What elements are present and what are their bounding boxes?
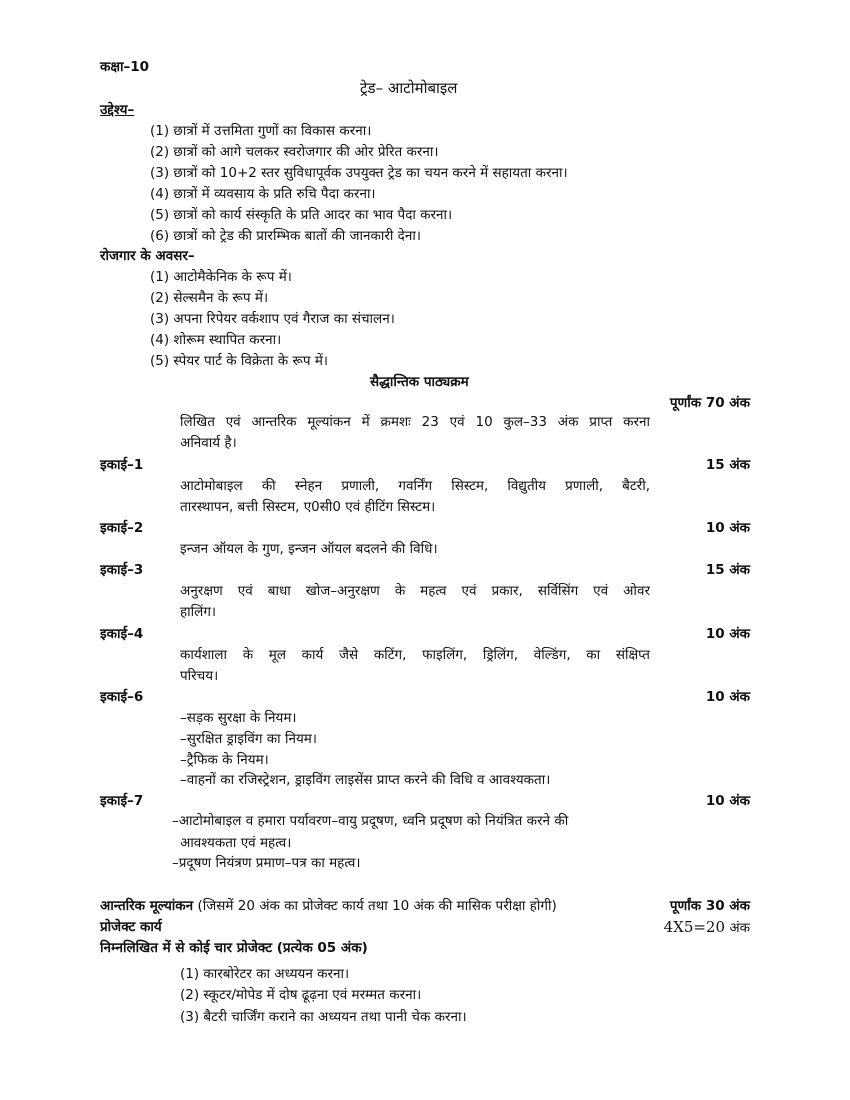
project-formula: 4X5=20: [663, 918, 726, 936]
unit-line: –प्रदूषण नियंत्रण प्रमाण–पत्र का महत्व।: [172, 855, 361, 871]
employment-item: (5) स्पेयर पार्ट के विक्रेता के रूप में।: [150, 353, 329, 369]
project-item: (3) बैटरी चार्जिंग कराने का अध्ययन तथा पानी चेक करना।: [180, 1009, 467, 1025]
objective-item: (4) छात्रों में व्यवसाय के प्रति रुचि पैदा करना।: [150, 186, 376, 202]
unit-label: इकाई–6: [100, 689, 144, 705]
employment-item: (2) सेल्समैन के रूप में।: [150, 290, 269, 306]
project-item: (1) कारबोरेटर का अध्ययन करना।: [180, 966, 350, 982]
unit-line: इन्जन ऑयल के गुण, इन्जन ऑयल बदलने की विधि।: [180, 541, 438, 557]
unit-marks: 10 अंक: [705, 793, 750, 809]
theory-intro-line: अनिवार्य है।: [180, 435, 237, 451]
unit-line: –ट्रैफिक के नियम।: [180, 752, 269, 768]
project-item: (2) स्कूटर/मोपेड में दोष ढूढ़ना एवं मरम्मत करना।: [180, 987, 422, 1003]
employment-item: (3) अपना रिपेयर वर्कशाप एवं गैराज का संचालन।: [150, 311, 395, 327]
objective-item: (6) छात्रों को ट्रेड की प्रारम्भिक बातों की जानकारी देना।: [150, 228, 421, 244]
internal-heading: आन्तरिक मूल्यांकन: [100, 898, 194, 914]
theory-total-marks: पूर्णांक 70 अंक: [669, 395, 750, 411]
unit-label: इकाई–2: [100, 520, 144, 536]
unit-marks: 10 अंक: [705, 626, 750, 642]
internal-total-marks: पूर्णांक 30 अंक: [669, 898, 750, 914]
objectives-heading: उद्देश्य–: [100, 102, 135, 118]
project-label: प्रोजेक्ट कार्य: [100, 919, 162, 935]
unit-line: परिचय।: [180, 668, 219, 684]
unit-line: –आटोमोबाइल व हमारा पर्यावरण–वायु प्रदूषण, ध्वनि प्रदूषण को नियंत्रित करने की: [172, 813, 569, 829]
unit-line: –सुरक्षित ड्राइविंग का नियम।: [180, 731, 317, 747]
theory-heading: सैद्धान्तिक पाठ्यक्रम: [370, 374, 469, 390]
internal-description: (जिसमें 20 अंक का प्रोजेक्ट कार्य तथा 10 अंक की मासिक परीक्षा होगी): [197, 898, 557, 914]
objective-item: (2) छात्रों को आगे चलकर स्वरोजगार की ओर प्रेरित करना।: [150, 144, 439, 160]
employment-item: (4) शोरूम स्थापित करना।: [150, 332, 282, 348]
objective-item: (5) छात्रों को कार्य संस्कृति के प्रति आदर का भाव पैदा करना।: [150, 207, 453, 223]
employment-item: (1) आटोमैकेनिक के रूप में।: [150, 269, 292, 285]
employment-heading: रोजगार के अवसर–: [100, 248, 195, 264]
unit-line: कार्यशाला के मूल कार्य जैसे कटिंग, फाइलिंग, ड्रिलिंग, वेल्डिंग, का संक्षिप्त: [180, 647, 650, 663]
internal-assessment-line: [100, 897, 557, 915]
unit-line: अनुरक्षण एवं बाधा खोज–अनुरक्षण के महत्व एवं प्रकार, सर्विसिंग एवं ओवर: [180, 583, 650, 599]
unit-label: इकाई–4: [100, 626, 144, 642]
unit-marks: 10 अंक: [705, 520, 750, 536]
trade-title: ट्रेड– आटोमोबाइल: [360, 79, 458, 97]
unit-line: आवश्यकता एवं महत्व।: [180, 835, 292, 851]
theory-intro-line: लिखित एवं आन्तरिक मूल्यांकन में क्रमशः 23 एवं 10 कुल–33 अंक प्राप्त करना: [180, 414, 650, 430]
unit-marks: 15 अंक: [705, 457, 750, 473]
unit-line: हालिंग।: [180, 604, 217, 620]
unit-line: तारस्थापन, बत्ती सिस्टम, ए0सी0 एवं हीटिंग सिस्टम।: [180, 499, 436, 515]
objective-item: (3) छात्रों को 10+2 स्तर सुविधापूर्वक उपयुक्त ट्रेड का चयन करने में सहायता करना।: [150, 165, 568, 181]
unit-line: आटोमोबाइल की स्नेहन प्रणाली, गवर्निंग सिस्टम, विद्युतीय प्रणाली, बैटरी,: [180, 478, 650, 494]
unit-label: इकाई–7: [100, 793, 144, 809]
unit-marks: 15 अंक: [705, 562, 750, 578]
class-label: कक्षा–10: [100, 59, 150, 75]
unit-label: इकाई–3: [100, 562, 144, 578]
project-marks: [664, 918, 750, 937]
unit-label: इकाई–1: [100, 457, 144, 473]
unit-marks: 10 अंक: [705, 689, 750, 705]
unit-line: –वाहनों का रजिस्ट्रेशन, ड्राइविंग लाइसेंस प्राप्त करने की विधि व आवश्यकता।: [180, 772, 551, 788]
projects-choose-heading: निम्नलिखित में से कोई चार प्रोजेक्ट (प्रत्येक 05 अंक): [100, 940, 368, 956]
objective-item: (1) छात्रों में उत्तमिता गुणों का विकास करना।: [150, 123, 372, 139]
project-unit: अंक: [729, 920, 750, 936]
unit-line: –सड़क सुरक्षा के नियम।: [180, 710, 297, 726]
